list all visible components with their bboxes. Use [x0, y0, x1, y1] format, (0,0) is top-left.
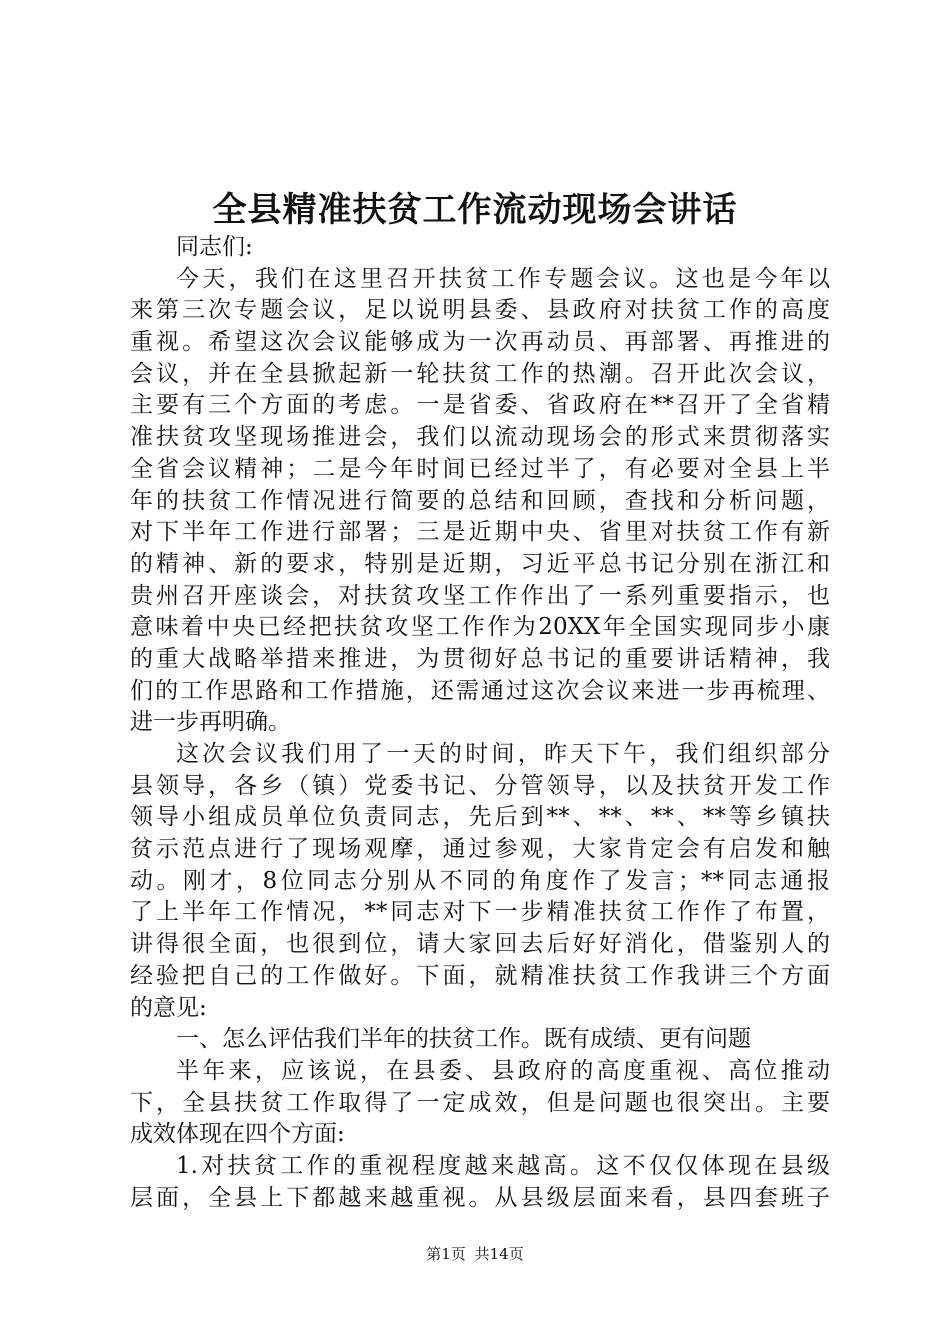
page-footer — [0, 1244, 950, 1264]
body-text-line: 动。刚才，8位同志分别从不同的角度作了发言；**同志通报 — [130, 867, 830, 894]
page-total: 共14页 — [474, 1245, 524, 1263]
body-text-line: 县领导，各乡（镇）党委书记、分管领导，以及扶贫开发工作 — [130, 772, 830, 799]
body-text-line: 重视。希望这次会议能够成为一次再动员、再部署、再推进的 — [130, 329, 830, 356]
body-text-line: 准扶贫攻坚现场推进会，我们以流动现场会的形式来贯彻落实 — [130, 424, 830, 451]
body-text-line: 进一步再明确。 — [130, 709, 291, 736]
page-number: 第1页 — [426, 1245, 466, 1263]
body-text-line: 们的工作思路和工作措施，还需通过这次会议来进一步再梳理、 — [130, 677, 830, 704]
body-text-line: 的意见: — [130, 994, 207, 1021]
body-text-line: 的精神、新的要求，特别是近期，习近平总书记分别在浙江和 — [130, 550, 830, 577]
body-text-line: 这次会议我们用了一天的时间，昨天下午，我们组织部分 — [176, 741, 830, 767]
document-title: 全县精准扶贫工作流动现场会讲话 — [212, 190, 738, 230]
body-text-line: 的重大战略举措来推进，为贯彻好总书记的重要讲话精神，我 — [130, 645, 830, 672]
body-text-line: 贵州召开座谈会，对扶贫攻坚工作作出了一系列重要指示，也 — [130, 582, 830, 609]
body-text-line: 成效体现在四个方面: — [130, 1121, 345, 1148]
body-text-line: 会议，并在全县掀起新一轮扶贫工作的热潮。召开此次会议， — [130, 360, 830, 387]
body-text-line: 领导小组成员单位负责同志，先后到**、**、**、**等乡镇扶 — [130, 804, 830, 831]
body-text-line: 下，全县扶贫工作取得了一定成效，但是问题也很突出。主要 — [130, 1089, 830, 1116]
body-text-line: 今天，我们在这里召开扶贫工作专题会议。这也是今年以 — [176, 265, 830, 292]
body-text-line: 1.对扶贫工作的重视程度越来越高。这不仅仅体现在县级 — [176, 1152, 830, 1179]
body-text-line: 全省会议精神；二是今年时间已经过半了，有必要对全县上半 — [130, 455, 830, 482]
body-text-line: 主要有三个方面的考虑。一是省委、省政府在**召开了全省精 — [130, 392, 830, 419]
body-text-line: 半年来，应该说，在县委、县政府的高度重视、高位推动 — [176, 1057, 830, 1084]
body-text-line: 年的扶贫工作情况进行简要的总结和回顾，查找和分析问题， — [130, 487, 830, 514]
body-text-line: 贫示范点进行了现场观摩，通过参观，大家肯定会有启发和触 — [130, 836, 830, 863]
body-text-line: 对下半年工作进行部署；三是近期中央、省里对扶贫工作有新 — [130, 519, 830, 546]
body-text-line: 一、怎么评估我们半年的扶贫工作。既有成绩、更有问题 — [176, 1026, 751, 1053]
body-text-line: 层面，全县上下都越来越重视。从县级层面来看，县四套班子 — [130, 1184, 830, 1211]
body-text-line: 了上半年工作情况，**同志对下一步精准扶贫工作作了布置， — [130, 899, 830, 926]
body-text-line: 同志们: — [176, 234, 253, 260]
body-text-line: 来第三次专题会议，足以说明县委、县政府对扶贫工作的高度 — [130, 297, 830, 324]
body-text-line: 意味着中央已经把扶贫攻坚工作作为20XX年全国实现同步小康 — [130, 614, 830, 641]
document-body — [130, 232, 830, 1214]
body-text-line: 经验把自己的工作做好。下面，就精准扶贫工作我讲三个方面 — [130, 962, 830, 989]
body-text-line: 讲得很全面，也很到位，请大家回去后好好消化，借鉴别人的 — [130, 931, 830, 958]
